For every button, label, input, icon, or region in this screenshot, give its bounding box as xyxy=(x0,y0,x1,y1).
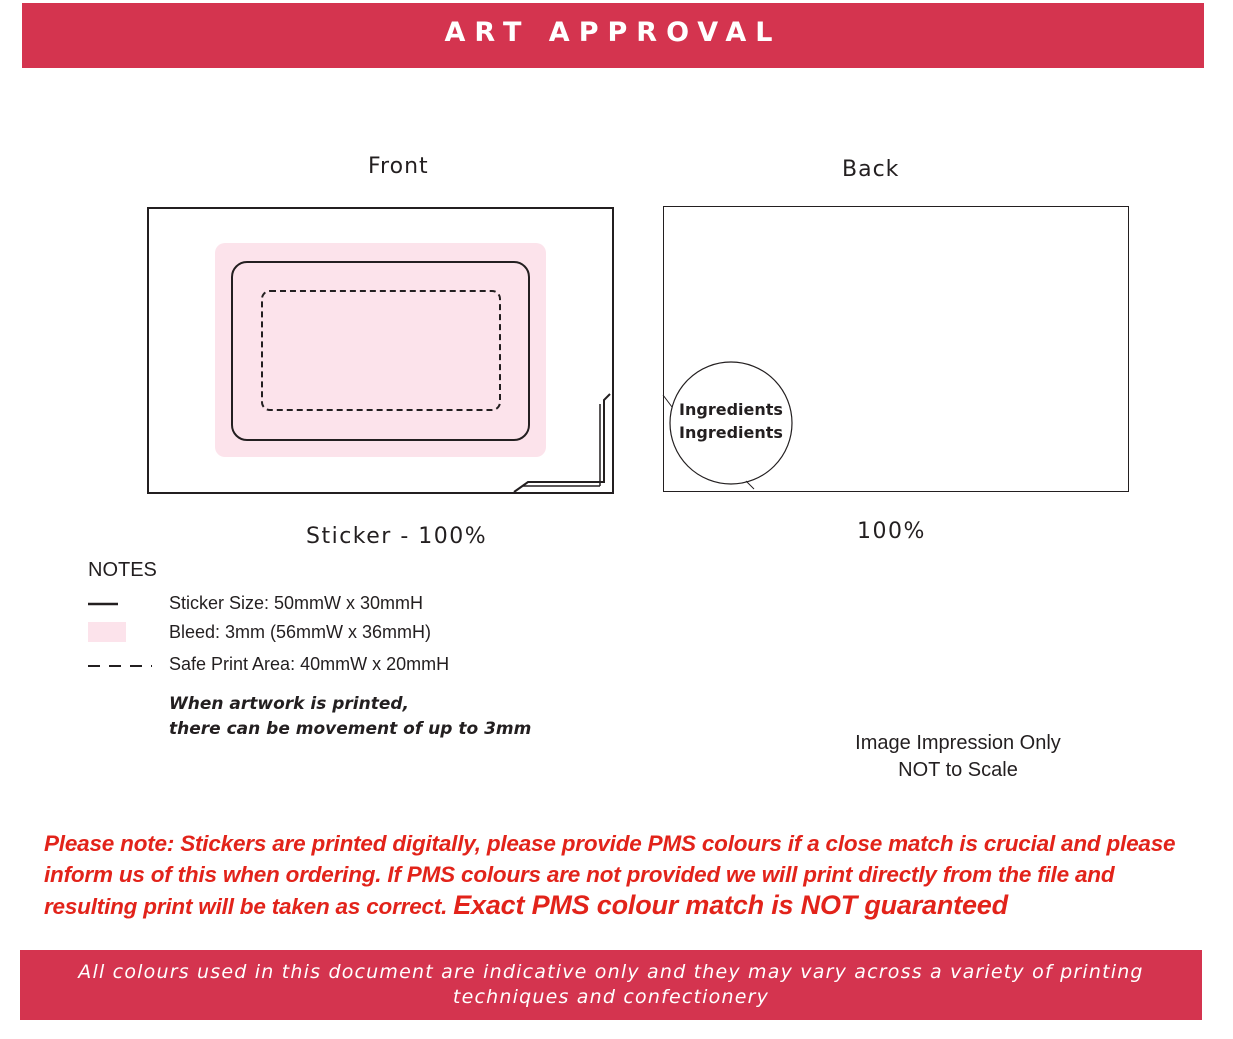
front-label: Front xyxy=(368,154,429,179)
header-bar xyxy=(22,3,1204,68)
box-flap-corner xyxy=(500,380,620,500)
solid-line-icon xyxy=(88,593,128,615)
front-caption: Sticker - 100% xyxy=(306,524,488,549)
pms-note-text: resulting print will be taken as correct. xyxy=(44,894,448,919)
image-impression-note xyxy=(818,730,1098,784)
pms-note-line: inform us of this when ordering. If PMS colours are not provided we will print directly from the file and xyxy=(44,862,1115,887)
ingredients-label: Ingredients xyxy=(679,400,783,419)
back-label: Back xyxy=(842,157,900,182)
footer-bar xyxy=(20,950,1202,1020)
footer-disclaimer: All colours used in this document are indicative only and they may vary across a variety of printing techniques and confectionery xyxy=(78,961,1144,1008)
legend-text: Sticker Size: 50mmW x 30mmH xyxy=(169,593,424,613)
bleed-swatch xyxy=(88,622,126,642)
page-title: ART APPROVAL xyxy=(444,17,782,48)
notes-title: NOTES xyxy=(88,559,157,581)
legend-text: Safe Print Area: 40mmW x 20mmH xyxy=(169,654,450,674)
pms-note-line xyxy=(44,890,1224,922)
impression-line: Image Impression Only xyxy=(855,732,1061,754)
pms-colour-note xyxy=(44,828,1224,922)
legend-text: Bleed: 3mm (56mmW x 36mmH) xyxy=(169,622,432,642)
safe-print-area xyxy=(261,290,501,411)
movement-line: When artwork is printed, xyxy=(169,694,410,714)
dashed-line-icon xyxy=(88,654,158,676)
movement-line: there can be movement of up to 3mm xyxy=(169,719,532,739)
movement-note xyxy=(169,692,531,742)
ingredients-label: Ingredients xyxy=(679,423,783,442)
back-caption: 100% xyxy=(857,519,926,544)
pms-guarantee-warning: Exact PMS colour match is NOT guaranteed xyxy=(453,890,1008,920)
pms-note-line: Please note: Stickers are printed digitally, please provide PMS colours if a close match is crucial and please xyxy=(44,831,1176,856)
impression-line: NOT to Scale xyxy=(898,759,1018,781)
